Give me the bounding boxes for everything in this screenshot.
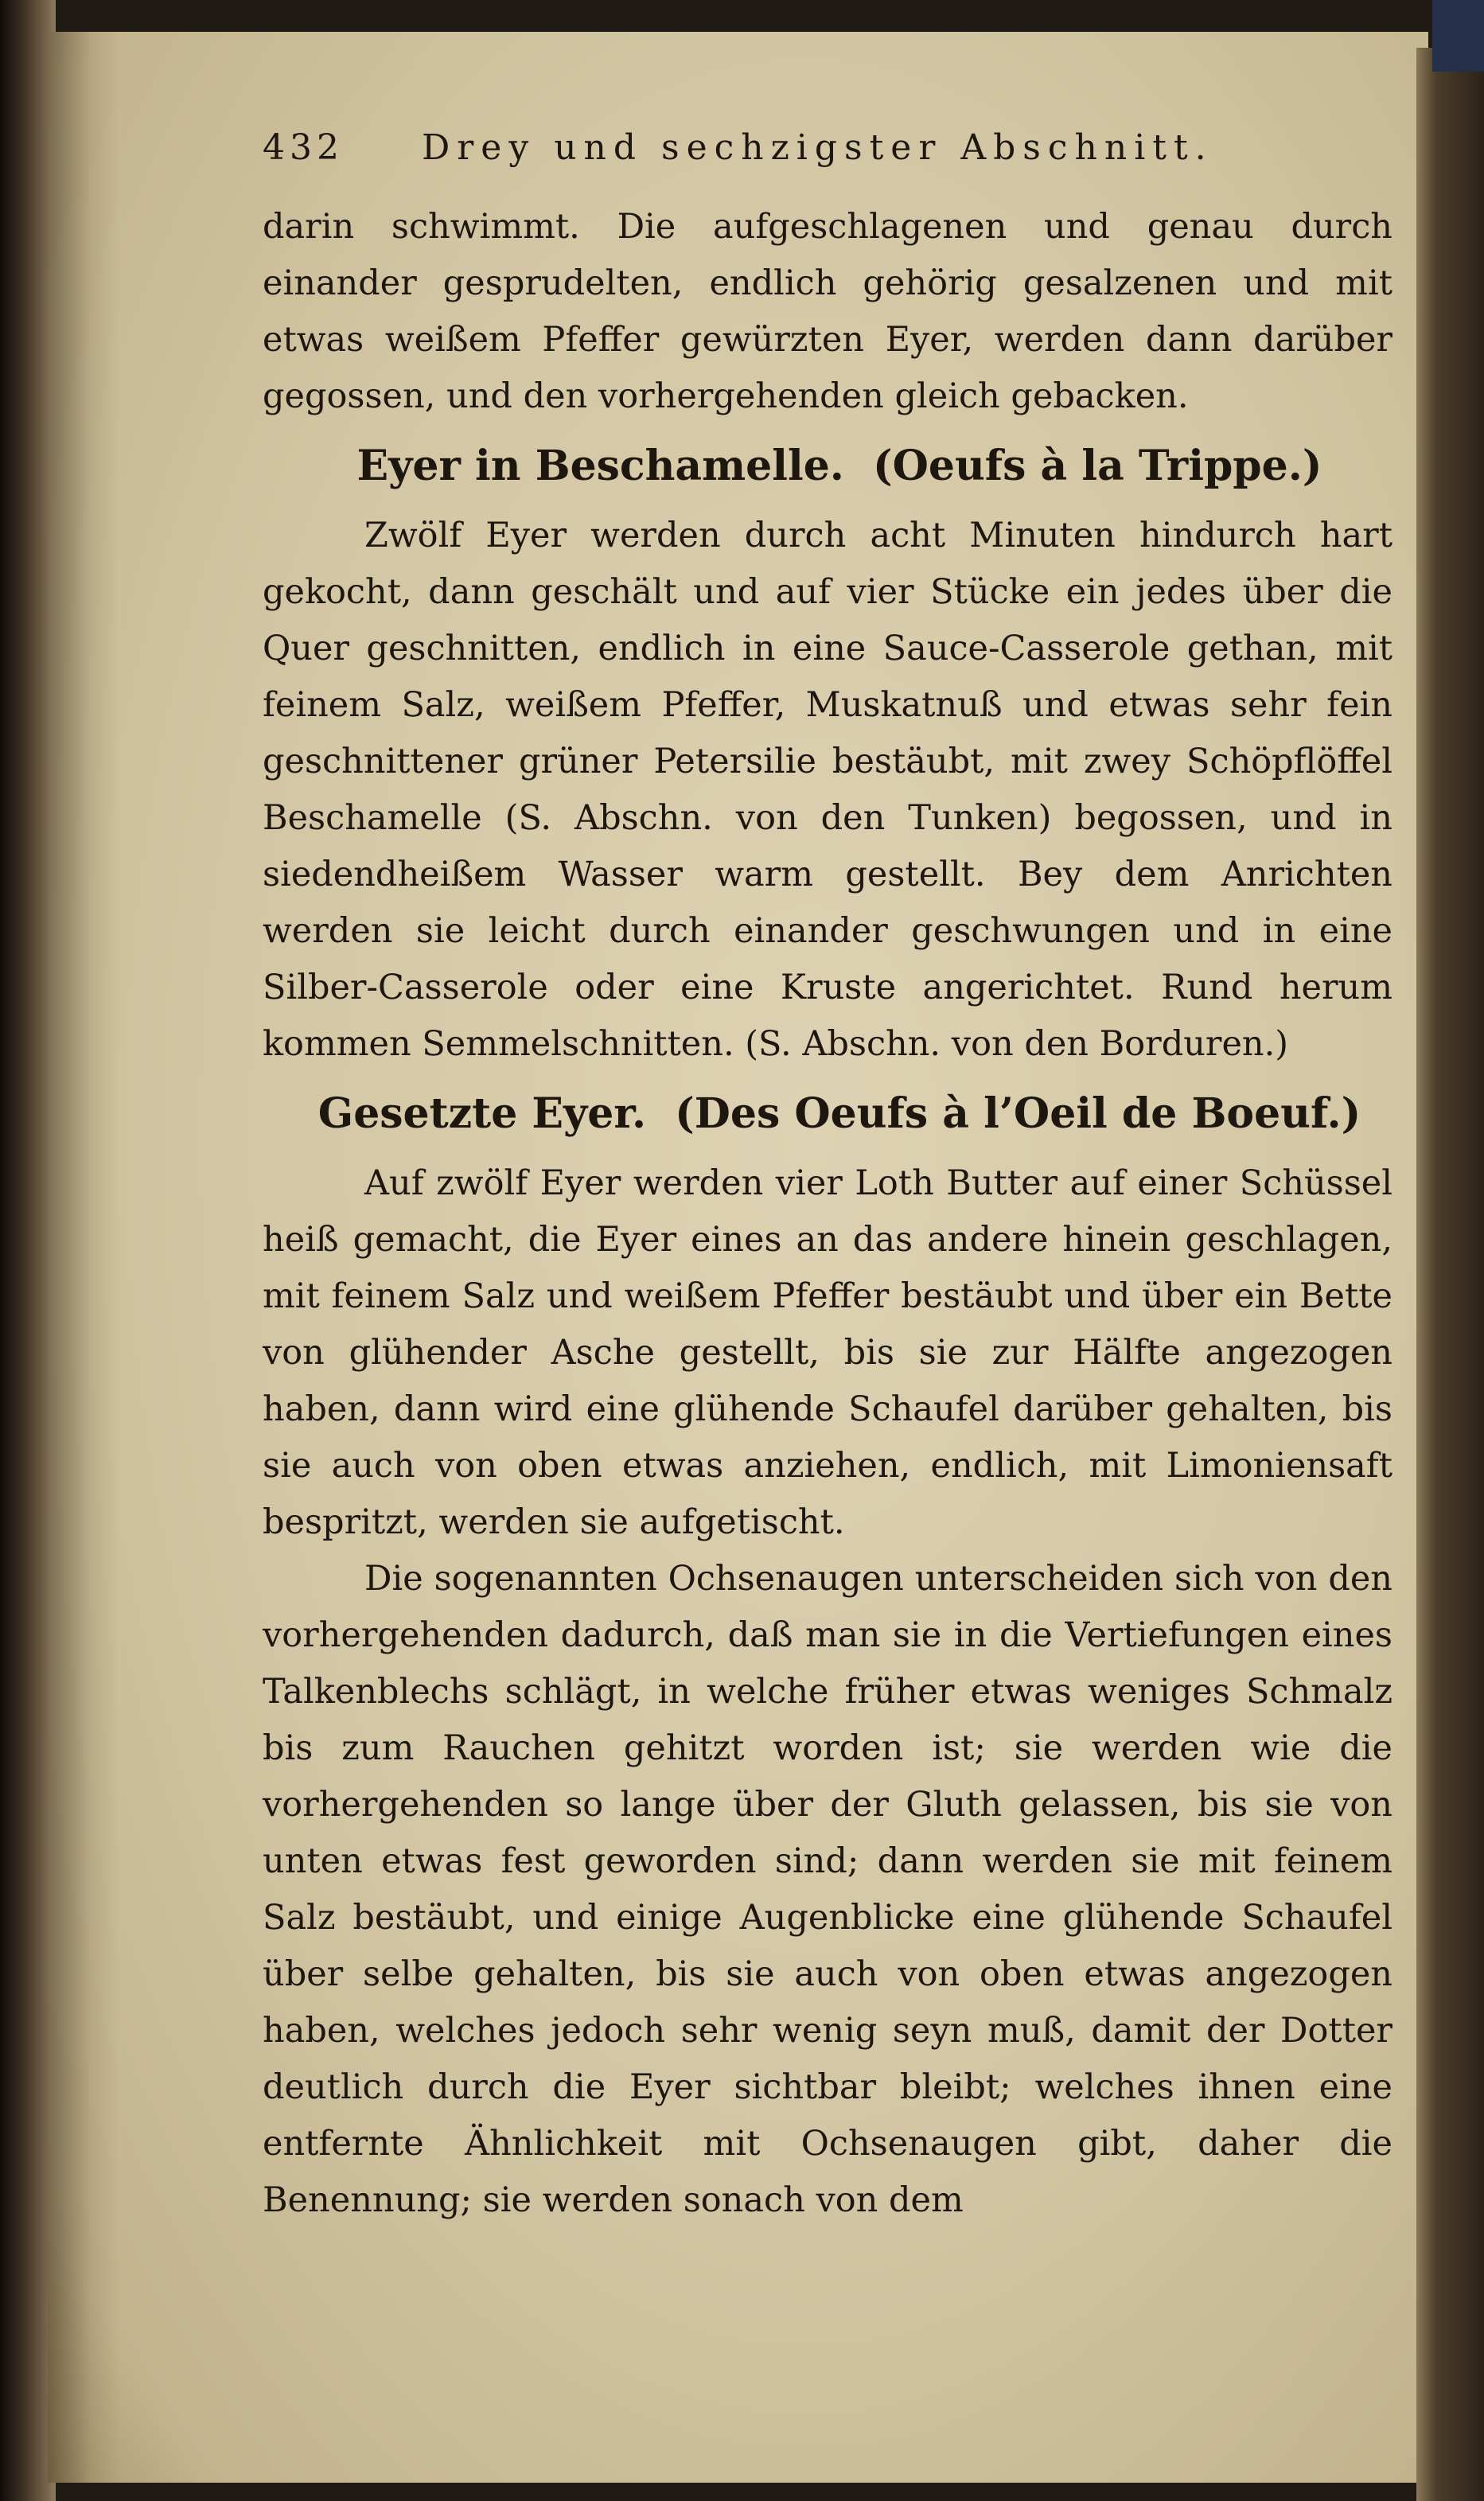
heading-french: (Des Oeufs à l’Oeil de Boeuf.) xyxy=(675,1089,1361,1138)
running-head xyxy=(263,127,1392,199)
page-gutter-shadow xyxy=(48,32,119,2483)
running-title: Drey und sechzigster Abschnitt. xyxy=(422,127,1213,168)
recipe-paragraph-gesetzte-eyer: Auf zwölf Eyer werden vier Loth Butter auf einer Schüssel heiß gemacht, die Eyer eines an das andere hinein geschlagen, mit feinem Salz und weißem Pfeffer bestäubt und über ein Bette von glühender Asche gestellt, bis sie zur Hälfte angezogen haben, dann wird eine glühende Schaufel darüber gehalten, bis sie auch von oben etwas anziehen, endlich, mit Limoniensaft bespritzt, werden sie aufgetischt. xyxy=(263,1163,1392,1542)
section-heading-gesetzte-eyer xyxy=(263,1073,1392,1155)
heading-german: Eyer in Beschamelle. xyxy=(356,442,844,490)
page-content xyxy=(263,127,1392,2229)
book-right-edge xyxy=(1416,48,1484,2501)
intro-paragraph: darin schwimmt. Die aufgeschlagenen und genau durch einander gesprudelten, endlich gehörig gesalzenen und mit etwas weißem Pfeffer gewürzten Eyer, werden dann darüber gegossen, und den vorhergehenden gleich gebacken. xyxy=(263,207,1392,416)
section-heading-beschamelle xyxy=(263,425,1392,508)
page-number: 432 xyxy=(263,127,344,168)
heading-german: Gesetzte Eyer. xyxy=(317,1089,647,1138)
book-cover-strip xyxy=(1432,0,1484,72)
heading-french: (Oeufs à la Trippe.) xyxy=(873,442,1322,490)
recipe-paragraph-ochsenaugen: Die sogenannten Ochsenaugen unterscheiden sich von den vorhergehenden dadurch, daß man sie in die Vertiefungen eines Talkenblechs schlägt, in welche früher etwas weniges Schmalz bis zum Rauchen gehitzt worden ist; sie werden wie die vorhergehenden so lange über der Gluth gelassen, bis sie von unten etwas fest geworden sind; dann werden sie mit feinem Salz bestäubt, und einige Augenblicke eine glühende Schaufel über selbe gehalten, bis sie auch von oben etwas angezogen haben, welches jedoch sehr wenig seyn muß, damit der Dotter deutlich durch die Eyer sichtbar bleibt; welches ihnen eine entfernte Ähnlichkeit mit Ochsenaugen gibt, daher die Benennung; sie werden sonach von dem xyxy=(263,1559,1392,2220)
recipe-paragraph-beschamelle: Zwölf Eyer werden durch acht Minuten hindurch hart gekocht, dann geschält und auf vier Stücke ein jedes über die Quer geschnitten, endlich in eine Sauce-Casserole gethan, mit feinem Salz, weißem Pfeffer, Muskatnuß und etwas sehr fein geschnittener grüner Petersilie bestäubt, mit zwey Schöpflöffel Beschamelle (S. Abschn. von den Tunken) begossen, und in siedendheißem Wasser warm gestellt. Bey dem Anrichten werden sie leicht durch einander geschwungen und in eine Silber-Casserole oder eine Kruste angerichtet. Rund herum kommen Semmelschnitten. (S. Abschn. von den Borduren.) xyxy=(263,516,1392,1064)
